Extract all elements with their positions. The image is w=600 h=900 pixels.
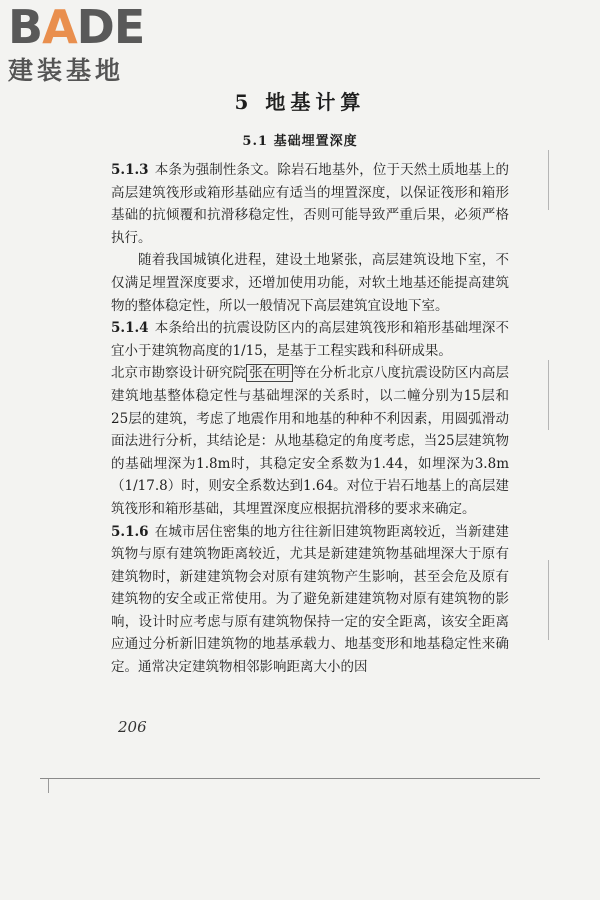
body-text	[111, 159, 509, 679]
scan-edge-mark	[548, 360, 549, 430]
paragraph-stability-study	[111, 362, 509, 520]
paragraph-5-1-6	[111, 521, 509, 679]
page-bottom-rule	[40, 778, 540, 779]
section-title: 5.1 基础埋置深度	[242, 134, 358, 149]
logo-accent-letter: A	[42, 0, 77, 54]
logo-subtitle: 建装基地	[8, 56, 125, 85]
paragraph-text: 在城市居住密集的地方往往新旧建筑物距离较近，当新建建筑物与原有建筑物距离较近，尤其是新建建筑物基础埋深大于原有建筑物时，新建建筑物会对原有建筑物产生影响，甚至会危及原有建筑物的安全或正常使用。为了避免新建建筑物对原有建筑物的影响，设计时应考虑与原有建筑物保持一定的安全距离，该安全距离应通过分析新旧建筑物的地基承载力、地基变形和地基稳定性来确定。通常决定建筑物相邻影响距离大小的因	[111, 523, 509, 676]
logo-wordmark	[8, 0, 145, 54]
paragraph-text: 本条为强制性条文。除岩石地基外，位于天然土质地基上的高层建筑筏形或箱形基础应有适当的埋置深度，以保证筏形和箱形基础的抗倾覆和抗滑移稳定性，否则可能导致严重后果，必须严格执行。	[111, 162, 509, 246]
rule-tick-mark	[48, 779, 49, 793]
paragraph-basement	[111, 249, 509, 317]
logo-de: DE	[76, 0, 145, 54]
scan-edge-mark	[548, 150, 549, 210]
scan-edge-mark	[548, 560, 549, 640]
institute-name: 北京市勘察设计研究院	[111, 365, 247, 382]
logo-b: B	[8, 0, 43, 54]
bade-logo	[8, 0, 145, 86]
paragraph-5-1-4	[111, 317, 509, 362]
chapter-title: 5 地基计算	[234, 90, 366, 114]
clause-number: 5.1.6	[111, 523, 149, 540]
paragraph-text: 本条给出的抗震设防区内的高层建筑筏形和箱形基础埋深不宜小于建筑物高度的1/15，是基于工程实践和科研成果。	[111, 320, 509, 359]
paragraph-5-1-3	[111, 159, 509, 249]
paragraph-text: 随着我国城镇化进程，建设土地紧张，高层建筑设地下室，不仅满足埋置深度要求，还增加使用功能，对软土地基还能提高建筑物的整体稳定性，所以一般情况下高层建筑宜设地下室。	[111, 252, 509, 314]
page-number: 206	[118, 718, 147, 736]
paragraph-text: 等在分析北京八度抗震设防区内高层建筑地基整体稳定性与基础埋深的关系时，以二幢分别为15层和25层的建筑，考虑了地震作用和地基的种种不利因素，用圆弧滑动面法进行分析，其结论是：从地基稳定的角度考虑，当25层建筑物的基础埋深为1.8m时，其稳定安全系数为1.44，如埋深为3.8m（1/17.8）时，则安全系数达到1.64。对位于岩石地基上的高层建筑筏形和箱形基础，其埋置深度应根据抗滑移的要求来确定。	[111, 365, 510, 517]
boxed-author-name: 张在明	[246, 364, 293, 382]
clause-number: 5.1.3	[111, 162, 149, 178]
clause-number: 5.1.4	[111, 320, 149, 337]
